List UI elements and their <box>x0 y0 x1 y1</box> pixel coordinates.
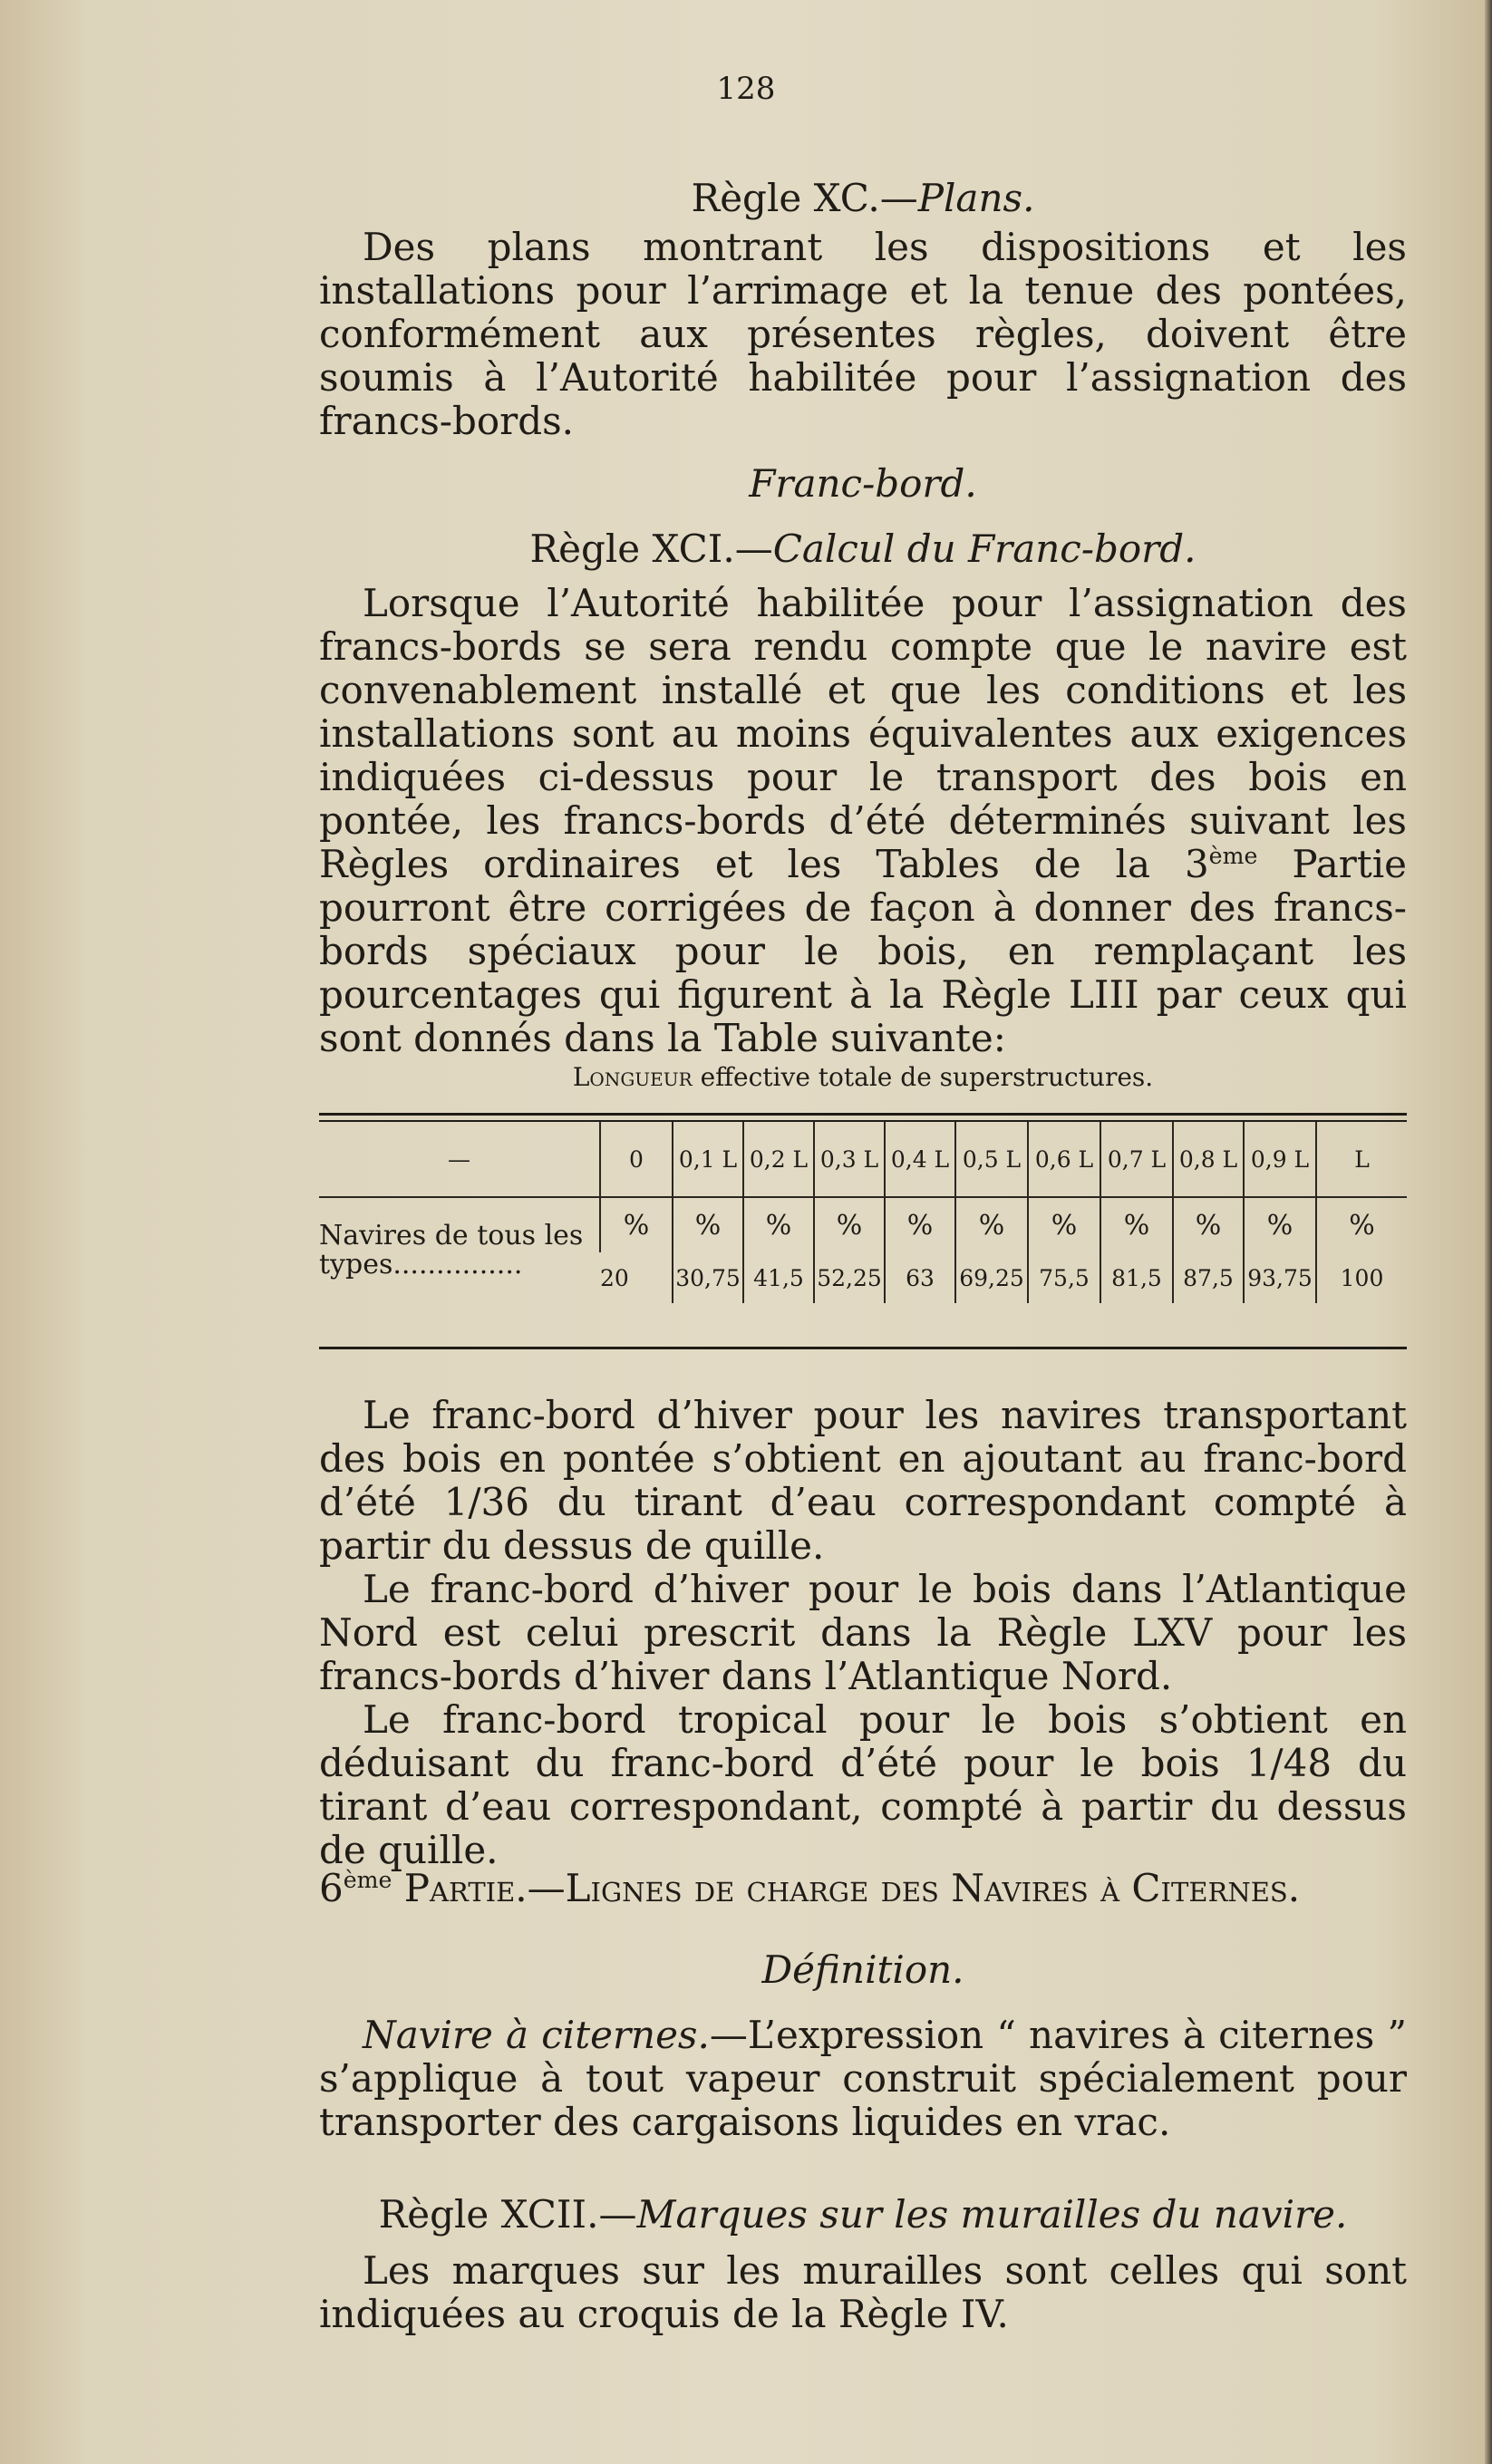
table-unit-cell: % <box>1173 1197 1244 1252</box>
partie-6-heading <box>319 1867 1407 1910</box>
table-value-cell: 30,75 <box>673 1252 743 1303</box>
table-value-cell: 93,75 <box>1244 1252 1316 1303</box>
partie-6-num: 6 <box>319 1866 344 1910</box>
table-top-rule <box>319 1113 1407 1116</box>
table-value-cell: 20 <box>600 1264 629 1291</box>
table-header-cell: 0,8 L <box>1173 1122 1244 1197</box>
regle-xci-label: Règle XCI.— <box>529 527 773 571</box>
regle-xcii-label: Règle XCII.— <box>378 2192 637 2237</box>
page-number: 128 <box>716 71 776 107</box>
table-unit-row <box>319 1197 1407 1252</box>
regle-xc-text: Des plans montrant les dispositions et les installations pour l’arrimage et la tenue des pontées, conformément aux présentes règles, doivent être soumis à l’Autorité habilitée pour l’assignation des francs-bords. <box>319 225 1407 443</box>
hiver-paragraph-1: Le franc-bord d’hiver pour les navires transportant des bois en pontée s’obtient en ajoutant au franc-bord d’été 1/36 du tirant d’eau correspondant compté à partir du dessus de quille. <box>319 1393 1407 1568</box>
table-header-cell: 0 <box>600 1122 673 1197</box>
partie-6-title: Partie.—Lignes de charge des Navires à Citernes. <box>392 1866 1301 1910</box>
regle-xcii-heading <box>319 2193 1407 2237</box>
table-value-cell: 81,5 <box>1100 1252 1173 1303</box>
definition-section <box>319 2014 1407 2144</box>
definition-text <box>319 2014 1407 2144</box>
table-bottom-rule <box>319 1347 1407 1349</box>
regle-xc-title: Plans. <box>917 176 1035 220</box>
table-caption-word: Longueur <box>572 1062 693 1092</box>
regle-xc-section <box>319 177 1407 443</box>
table-value-cell: 100 <box>1316 1252 1407 1303</box>
book-spine-edge <box>1485 0 1492 2464</box>
table-unit-cell: % <box>885 1197 955 1252</box>
regle-xci-section <box>319 527 1407 1060</box>
table-value-cell: 41,5 <box>743 1252 814 1303</box>
regle-xc-heading <box>319 177 1407 220</box>
regle-xci-text <box>319 582 1407 1060</box>
table-header-cell: 0,5 L <box>955 1122 1028 1197</box>
regle-xci-heading <box>319 527 1407 571</box>
table-header-cell: 0,3 L <box>814 1122 885 1197</box>
regle-xcii-title: Marques sur les murailles du navire. <box>636 2192 1348 2237</box>
definition-body: —L’expression “ navires à citernes ” s’applique à tout vapeur construit spécialement pour transporter des cargaisons liquides en vrac. <box>319 2013 1407 2144</box>
table-value-cell: 87,5 <box>1173 1252 1244 1303</box>
table-header-cell: 0,9 L <box>1244 1122 1316 1197</box>
regle-xci-text-b: Partie pourront être corrigées de façon à donner des francs-bords spéciaux pour le bois, en remplaçant les pourcentages qui figurent à la Règle LIII par ceux qui sont donnés dans la Table suivante: <box>319 842 1407 1060</box>
regle-xcii-text: Les marques sur les murailles sont celles qui sont indiquées au croquis de la Règle IV. <box>319 2248 1407 2336</box>
table-value-cell: 63 <box>885 1252 955 1303</box>
table-header-cell: 0,1 L <box>673 1122 743 1197</box>
table-unit-cell: % <box>600 1197 673 1252</box>
table-header-cell: — <box>319 1122 600 1197</box>
definition-term: Navire à citernes. <box>363 2013 710 2057</box>
table-unit-cell: % <box>743 1197 814 1252</box>
section-franc-bord: Franc-bord. <box>749 461 977 506</box>
table-unit-cell: % <box>955 1197 1028 1252</box>
table-caption <box>319 1062 1407 1092</box>
table-unit-cell: % <box>1100 1197 1173 1252</box>
table-unit-cell: % <box>1316 1197 1407 1252</box>
superstructure-table <box>319 1122 1407 1303</box>
tropical-paragraph: Le franc-bord tropical pour le bois s’obtient en déduisant du franc-bord d’été pour le bois 1/48 du tirant d’eau correspondant, compté à partir du dessus de quille. <box>319 1697 1407 1872</box>
regle-xci-text-a: Lorsque l’Autorité habilitée pour l’assignation des francs-bords se sera rendu compte que le navire est convenablement installé et que les conditions et les installations sont au moins équivalentes aux exigences indiquées ci-dessus pour le transport des bois en pontée, les francs-bords d’été déterminés suivant les Règles ordinaires et les Tables de la 3 <box>319 581 1407 886</box>
table-caption-rest: effective totale de superstructures. <box>692 1062 1154 1092</box>
regle-xci-title: Calcul du Franc-bord. <box>772 527 1197 571</box>
table-value-cell: 52,25 <box>814 1252 885 1303</box>
regle-xcii-section <box>319 2193 1407 2336</box>
definition-heading: Définition. <box>761 1947 964 1992</box>
table-value-cell: 69,25 <box>955 1252 1028 1303</box>
franc-bord-hiver-section <box>319 1394 1407 1872</box>
table-header-cell: 0,4 L <box>885 1122 955 1197</box>
table-header-cell: 0,2 L <box>743 1122 814 1197</box>
table-header-cell: 0,6 L <box>1028 1122 1100 1197</box>
regle-xci-text-sup: ème <box>1208 843 1258 869</box>
table-unit-cell: % <box>1028 1197 1100 1252</box>
table-unit-cell: % <box>673 1197 743 1252</box>
partie-6-sup: ème <box>343 1867 392 1893</box>
table-header-row <box>319 1122 1407 1197</box>
table-row-label: Navires de tous les types............... <box>319 1220 584 1280</box>
hiver-paragraph-2: Le franc-bord d’hiver pour le bois dans l’Atlantique Nord est celui prescrit dans la Règle LXV pour les francs-bords d’hiver dans l’Atlantique Nord. <box>319 1567 1407 1698</box>
table-unit-cell: % <box>814 1197 885 1252</box>
table-unit-cell: % <box>1244 1197 1316 1252</box>
table-header-cell: L <box>1316 1122 1407 1197</box>
table-value-cell: 75,5 <box>1028 1252 1100 1303</box>
regle-xc-label: Règle XC.— <box>691 176 918 220</box>
table-header-cell: 0,7 L <box>1100 1122 1173 1197</box>
